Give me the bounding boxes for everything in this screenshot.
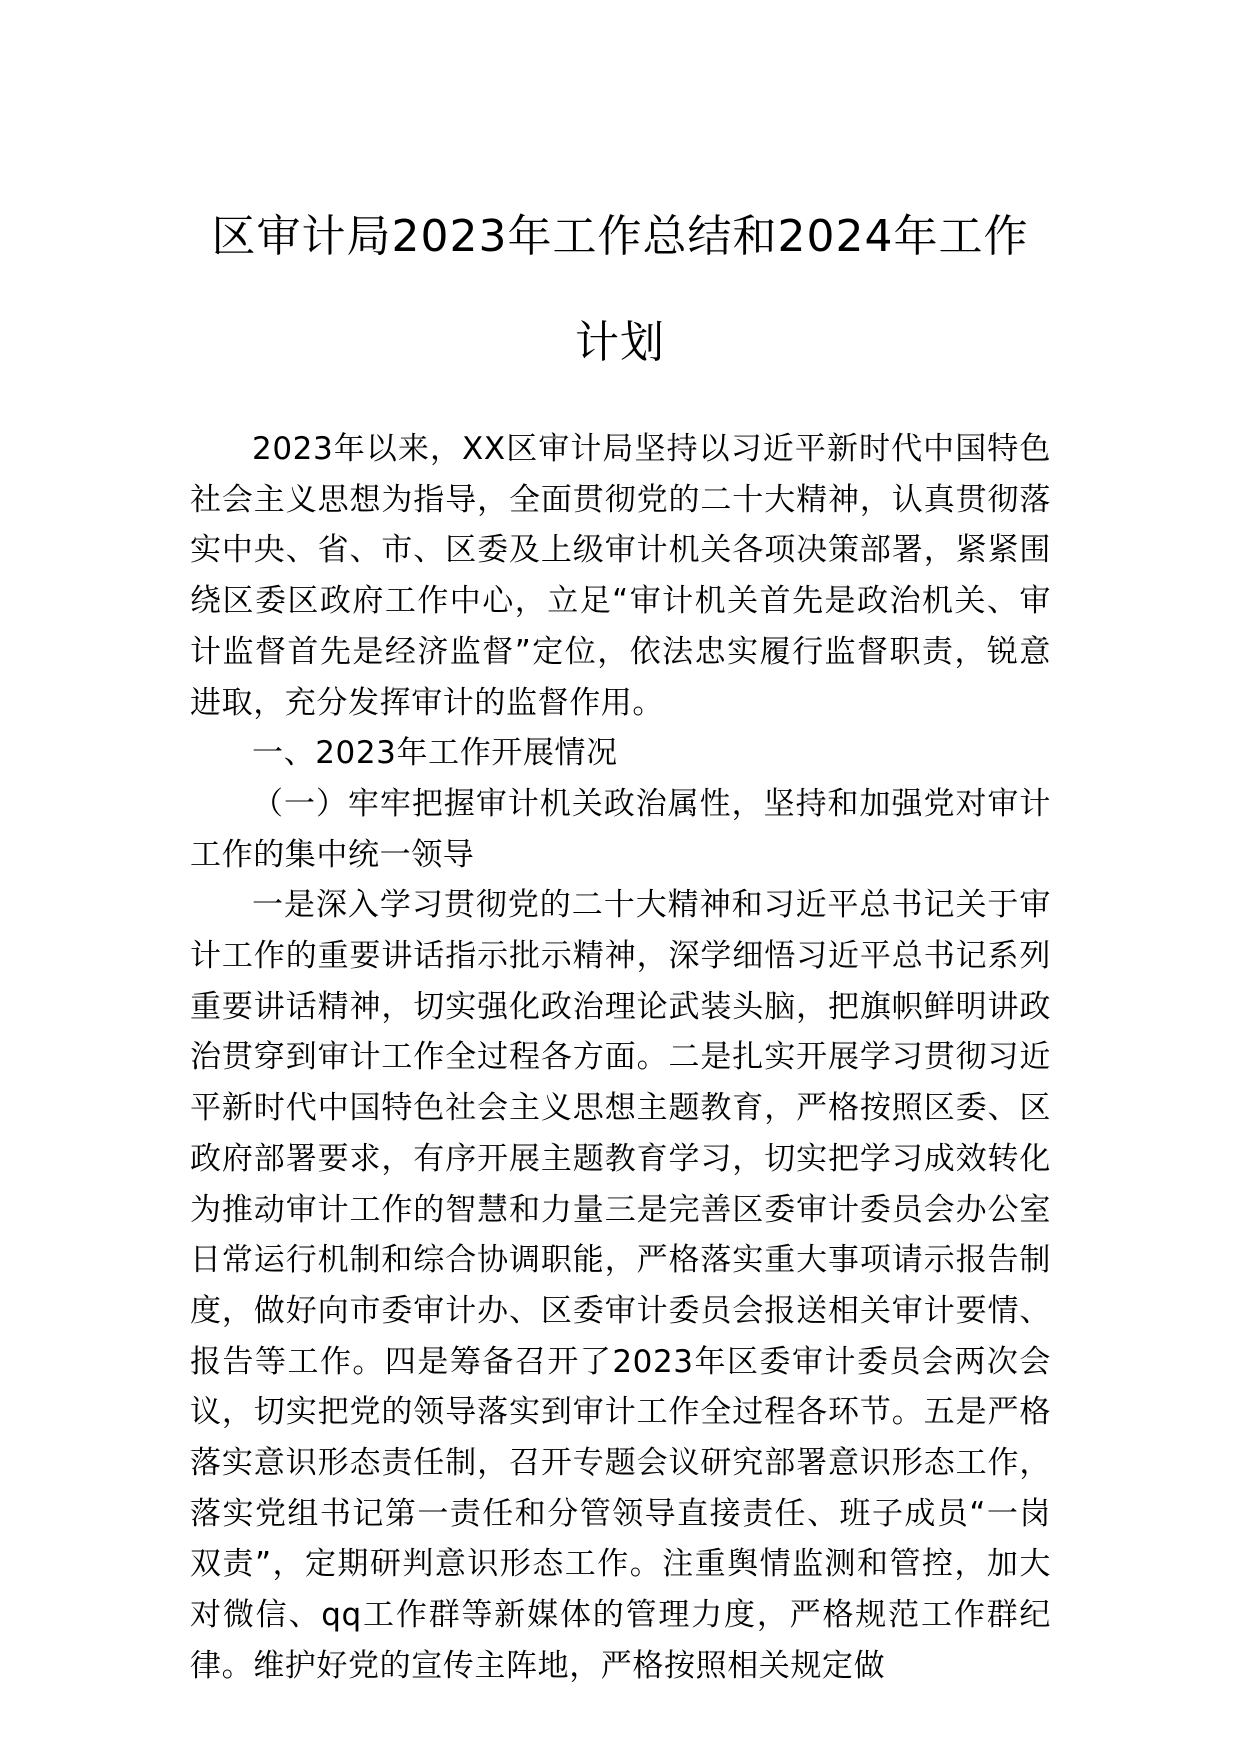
- subsection-heading: （一）牢牢把握审计机关政治属性，坚持和加强党对审计工作的集中统一领导: [190, 785, 1051, 873]
- section-heading: 一、2023年工作开展情况: [252, 735, 618, 772]
- document-title: 区审计局2023年工作总结和2024年工作计划: [211, 211, 1029, 368]
- document-body: [190, 424, 1051, 1692]
- intro-paragraph: 2023年以来，XX区审计局坚持以习近平新时代中国特色社会主义思想为指导，全面贯彻党的二十大精神，认真贯彻落实中央、省、市、区委及上级审计机关各项决策部署，紧紧围绕区委区政府工作中心，立足“审计机关首先是政治机关、审计监督首先是经济监督”定位，依法忠实履行监督职责，锐意进取，充分发挥审计的监督作用。: [190, 431, 1051, 721]
- body-paragraph: 一是深入学习贯彻党的二十大精神和习近平总书记关于审计工作的重要讲话指示批示精神，深学细悟习近平总书记系列重要讲话精神，切实强化政治理论武装头脑，把旗帜鲜明讲政治贯穿到审计工作全过程各方面。二是扎实开展学习贯彻习近平新时代中国特色社会主义思想主题教育，严格按照区委、区政府部署要求，有序开展主题教育学习，切实把学习成效转化为推动审计工作的智慧和力量三是完善区委审计委员会办公室日常运行机制和综合协调职能，严格落实重大事项请示报告制度，做好向市委审计办、区委审计委员会报送相关审计要情、报告等工作。四是筹备召开了2023年区委审计委员会两次会议，切实把党的领导落实到审计工作全过程各环节。五是严格落实意识形态责任制，召开专题会议研究部署意识形态工作，落实党组书记第一责任和分管领导直接责任、班子成员“一岗双责”，定期研判意识形态工作。注重舆情监测和管控，加大对微信、qq工作群等新媒体的管理力度，严格规范工作群纪律。维护好党的宣传主阵地，严格按照相关规定做: [190, 887, 1051, 1684]
